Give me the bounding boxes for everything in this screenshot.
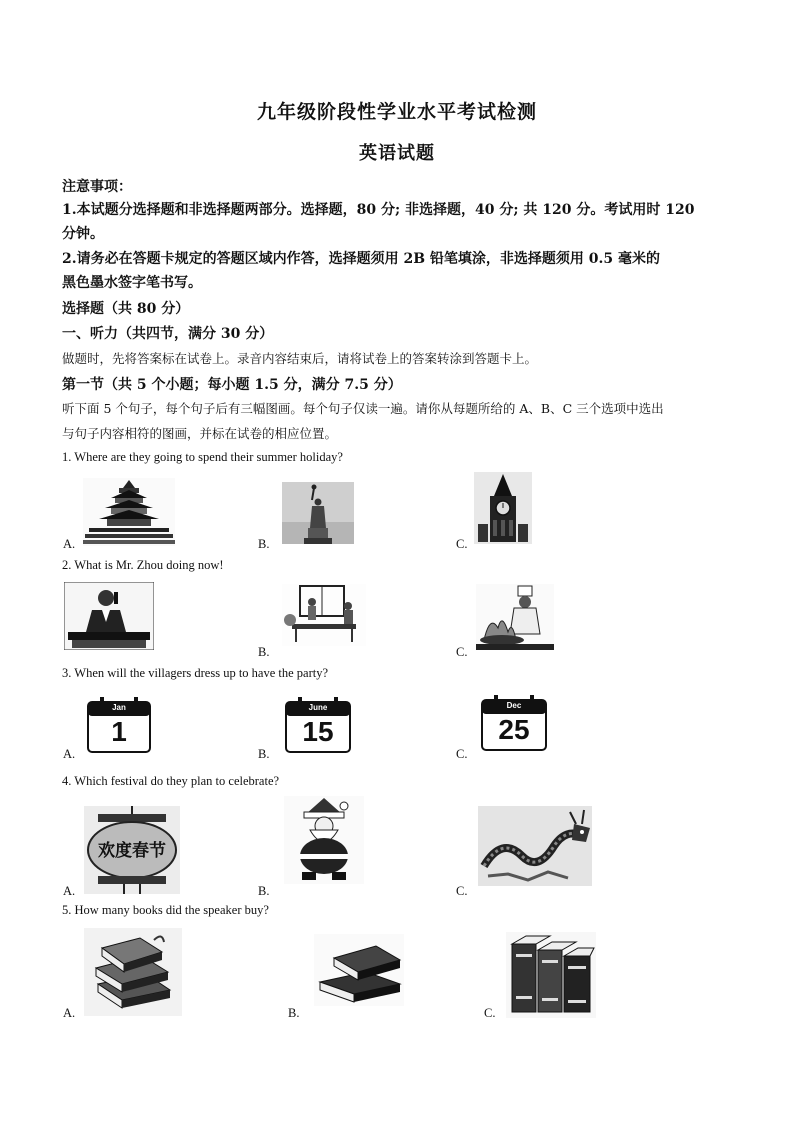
calendar-day: 15 xyxy=(302,716,334,747)
notes-item-2: 2.请务必在答题卡规定的答题区域内作答，选择题须用 2B 铅笔填涂，非选择题须用 0.5 毫米的 xyxy=(62,251,661,267)
two-books-image xyxy=(314,934,404,1006)
option-c-3[interactable]: C. xyxy=(456,747,468,761)
man-on-phone-image xyxy=(64,582,154,650)
big-ben-image xyxy=(474,472,532,544)
part-heading: 一、听力（共四节，满分 30 分） xyxy=(62,326,274,342)
option-b-4[interactable]: B. xyxy=(258,884,270,898)
temple-of-heaven-image xyxy=(83,478,175,546)
option-c-5[interactable]: C. xyxy=(484,1006,496,1020)
question-4: 4. Which festival do they plan to celebrate? xyxy=(62,774,280,788)
option-b-3[interactable]: B. xyxy=(258,747,270,761)
option-c-4[interactable]: C. xyxy=(456,884,468,898)
subsection-heading: 第一节（共 5 个小题；每小题 1.5 分，满分 7.5 分） xyxy=(62,377,402,393)
calendar-day: 1 xyxy=(111,716,127,747)
calendar-day: 25 xyxy=(498,714,530,745)
option-a-4[interactable]: A. xyxy=(63,884,76,898)
books-stack-image xyxy=(84,928,182,1016)
question-5: 5. How many books did the speaker buy? xyxy=(62,903,269,917)
calendar-month: Dec xyxy=(506,701,522,710)
calendar-month: June xyxy=(308,703,328,712)
option-b-5[interactable]: B. xyxy=(288,1006,300,1020)
calendar-month: Jan xyxy=(112,703,126,712)
page-title: 九年级阶段性学业水平考试检测 xyxy=(256,101,537,123)
dragon-image xyxy=(478,806,592,886)
option-a[interactable]: A. xyxy=(63,537,76,551)
option-b-2[interactable]: B. xyxy=(258,645,270,659)
three-books-image xyxy=(506,932,596,1018)
question-1: 1. Where are they going to spend their summer holiday? xyxy=(62,450,343,464)
calendar-dec-image xyxy=(480,694,548,752)
calendar-june-image xyxy=(284,696,352,754)
option-c-2[interactable]: C. xyxy=(456,645,468,659)
santa-claus-image xyxy=(284,796,364,884)
subsection-instructions: 听下面 5 个句子，每个句子后有三幅图画。每个句子仅读一遍。请你从每题所给的 A、B、C 三个选项中选出 xyxy=(62,401,664,416)
notes-item-1-cont: 分钟。 xyxy=(62,226,104,242)
lantern-text: 欢度春节 xyxy=(98,841,166,861)
family-room-image xyxy=(282,584,366,646)
question-3: 3. When will the villagers dress up to have the party? xyxy=(62,666,329,680)
calendar-jan-image xyxy=(86,696,152,754)
statue-of-liberty-image xyxy=(282,482,354,544)
subsection-instructions-cont: 与句子内容相符的图画，并标在试卷的相应位置。 xyxy=(62,426,338,441)
option-a-5[interactable]: A. xyxy=(63,1006,76,1020)
option-a-3[interactable]: A. xyxy=(63,747,76,761)
option-c[interactable]: C. xyxy=(456,537,468,551)
notes-heading: 注意事项： xyxy=(62,179,132,195)
part-instructions: 做题时，先将答案标在试卷上。录音内容结束后，请将试卷上的答案转涂到答题卡上。 xyxy=(62,351,538,366)
notes-item-1: 1.本试题分选择题和非选择题两部分。选择题，80 分; 非选择题，40 分; 共 120 分。考试用时 120 xyxy=(62,202,695,218)
section-heading: 选择题（共 80 分） xyxy=(62,301,190,317)
notes-item-2-cont: 黑色墨水签字笔书写。 xyxy=(62,275,202,291)
question-2: 2. What is Mr. Zhou doing now! xyxy=(62,558,224,572)
option-b[interactable]: B. xyxy=(258,537,270,551)
cook-image xyxy=(476,584,554,650)
spring-festival-lantern-image xyxy=(84,806,180,894)
page-subtitle: 英语试题 xyxy=(359,143,435,164)
